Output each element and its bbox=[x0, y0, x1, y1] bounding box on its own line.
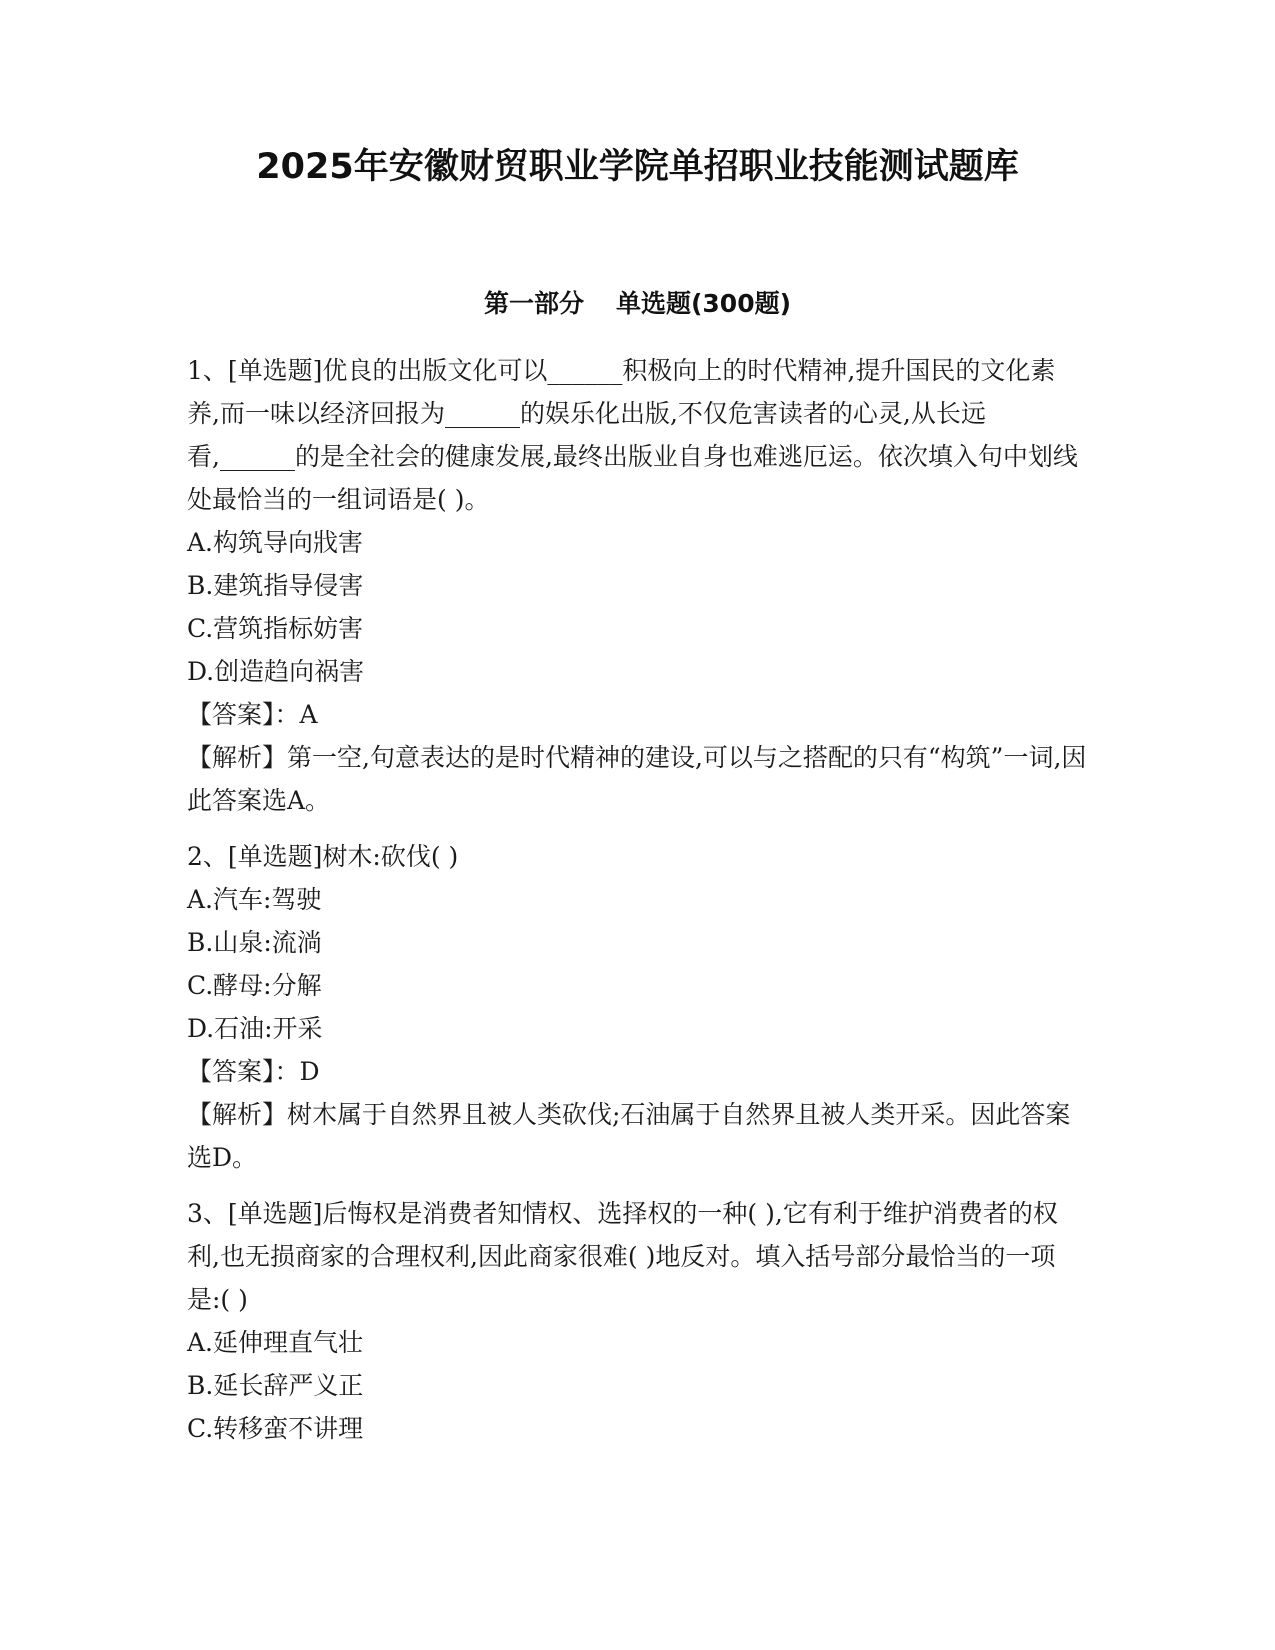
section-title-part: 第一部分 bbox=[483, 289, 584, 318]
question-option: D.石油:开采 bbox=[187, 1014, 323, 1043]
question-answer: 【答案】：D bbox=[187, 1057, 320, 1086]
question-analysis: 【解析】树木属于自然界且被人类砍伐;石油属于自然界且被人类开采。因此答案选D。 bbox=[187, 1100, 1071, 1172]
question-stem: 1、[单选题]优良的出版文化可以______积极向上的时代精神,提升国民的文化素养,而一味以经济回报为______的娱乐化出版,不仅危害读者的心灵,从长远看,______的是全社会的健康发展,最终出版业自身也难逃厄运。依次填入句中划线处最恰当的一组词语是( )。 bbox=[187, 356, 1078, 514]
question-option: B.建筑指导侵害 bbox=[187, 571, 364, 600]
section-title bbox=[0, 287, 1275, 321]
question-option: B.延长辞严义正 bbox=[187, 1371, 364, 1400]
question-option: C.酵母:分解 bbox=[187, 971, 322, 1000]
document-title: 2025年安徽财贸职业学院单招职业技能测试题库 bbox=[256, 147, 1019, 187]
question-item bbox=[187, 1192, 1087, 1450]
question-option: A.汽车:驾驶 bbox=[187, 885, 322, 914]
question-option: A.构筑导向戕害 bbox=[187, 528, 364, 557]
question-item bbox=[187, 835, 1087, 1179]
question-option: D.创造趋向祸害 bbox=[187, 657, 365, 686]
question-option: A.延伸理直气壮 bbox=[187, 1328, 364, 1357]
question-stem: 3、[单选题]后悔权是消费者知情权、选择权的一种( ),它有利于维护消费者的权利,也无损商家的合理权利,因此商家很难( )地反对。填入括号部分最恰当的一项是:( ) bbox=[187, 1199, 1058, 1314]
question-stem: 2、[单选题]树木:砍伐( ) bbox=[187, 842, 459, 871]
question-option: B.山泉:流淌 bbox=[187, 928, 322, 957]
question-analysis: 【解析】第一空,句意表达的是时代精神的建设,可以与之搭配的只有“构筑”一词,因此答案选A。 bbox=[187, 743, 1087, 815]
question-option: C.转移蛮不讲理 bbox=[187, 1414, 364, 1443]
question-option: C.营筑指标妨害 bbox=[187, 614, 364, 643]
question-item bbox=[187, 349, 1087, 822]
question-list bbox=[187, 349, 1087, 1463]
section-title-type: 单选题(300题) bbox=[615, 289, 792, 318]
question-answer: 【答案】：A bbox=[187, 700, 318, 729]
